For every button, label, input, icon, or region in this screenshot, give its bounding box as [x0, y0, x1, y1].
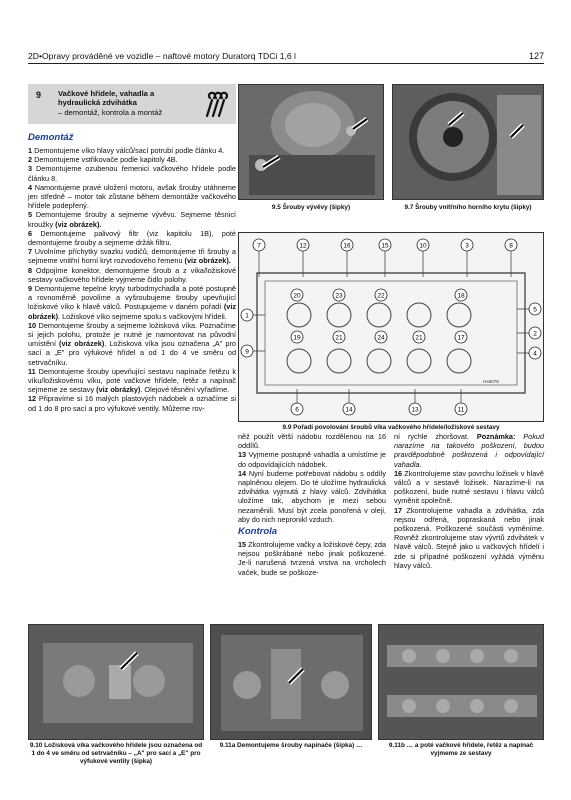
caption-9-10-text: Ložisková víka vačkového hřídele jsou označena od 1 do 4 ve směru od setrvačníku – „A" pro sací a „E" pro výfukové ventily (šipka) — [31, 742, 203, 765]
bolt-label-18: 18 — [457, 292, 465, 300]
paragraph — [238, 432, 386, 450]
paragraph — [28, 164, 236, 182]
bolt-label-14: 14 — [345, 406, 353, 414]
paragraph-text: Uvolníme příchytky svazku vodičů, demontujeme tři šrouby a sejmeme vnitřní horní kryt rozvodového řemenu — [28, 247, 236, 266]
bolt-label-16: 16 — [343, 242, 351, 250]
photo-9-11b-camshafts — [378, 624, 544, 740]
paragraph — [28, 394, 236, 412]
caption-9-7-number: 9.7 — [404, 204, 414, 211]
bolt-label-11: 11 — [457, 406, 465, 414]
bolt-label-3: 3 — [465, 242, 469, 250]
caption-9-5-number: 9.5 — [271, 204, 281, 211]
paragraph-text: (viz obrázky) — [96, 385, 141, 395]
bolt-label-12: 12 — [299, 242, 307, 250]
step-number: 8 — [28, 265, 33, 275]
paragraph-text: Demontujeme šrouby a sejmeme vývěvu. Sejmeme těsnicí kroužky — [28, 210, 236, 229]
paragraph-text: . Olejové těsnění vyřadíme. — [140, 385, 230, 395]
bolt-label-10: 10 — [419, 242, 427, 250]
bolt-label-9: 9 — [245, 348, 249, 356]
paragraph-text: Demontujeme šrouby upevňující sestavu napínače řetězu k víku/ložiskovému víku, poté vačkové hřídele, řetěz a napínač sejmeme ze sestavy — [28, 366, 236, 395]
caption-9-11a — [210, 742, 372, 750]
bolt-label-2: 2 — [533, 330, 537, 338]
caption-9-11a-number: 9.11a — [219, 742, 236, 749]
caption-9-10-number: 9.10 — [29, 742, 43, 749]
bolt-label-22: 22 — [377, 292, 385, 300]
bolt-label-21: 21 — [415, 334, 423, 342]
bolt-sequence-drawing — [239, 233, 543, 421]
bolt-label-4: 4 — [533, 350, 537, 358]
paragraph-text: Demontujeme palivový filtr (viz kapitolu 1B), poté demontujeme šrouby a sejmeme držák filtru. — [28, 228, 236, 248]
heading-kontrola: Kontrola — [238, 526, 278, 538]
diagram-code: H46078 — [483, 379, 499, 384]
step-number: 13 — [238, 450, 247, 460]
step-number: 17 — [394, 505, 403, 515]
bolt-label-1: 1 — [245, 312, 249, 320]
caption-9-11b — [378, 742, 544, 758]
caption-9-7-text: Šrouby vnitřního horního krytu (šipky) — [413, 204, 532, 211]
paragraph-text: Odpojíme konektor, demontujeme šroub a z víka/ložiskové sestavy vačkového hřídele vyjmeme čidlo polohy. — [28, 265, 236, 284]
step-number: 9 — [28, 284, 33, 294]
paragraph — [394, 506, 544, 570]
step-number: 11 — [28, 366, 36, 376]
paragraph-text: (viz obrázek) — [28, 302, 236, 321]
caption-9-11a-text: Demontujeme šrouby napínače (šipka) … — [235, 742, 363, 749]
step-number: 10 — [28, 320, 37, 330]
paragraph-text: něž použít větší nádobu rozdělenou na 16 oddílů. — [238, 432, 386, 451]
difficulty-wrench-icon — [204, 90, 228, 118]
paragraph-text: Pokud narazíme na takovéto poškození, budou pravděpodobně poškozená i odpovídající vahadla. — [394, 432, 545, 469]
step-number: 14 — [238, 468, 247, 478]
caption-9-7 — [392, 204, 544, 212]
caption-9-11b-number: 9.11b — [388, 742, 405, 749]
paragraph-text: Nyní budeme potřebovat nádobu s oddíly naplněnou olejem. Do té uložíme hydraulická zdvihátka vyjmutá z hlavy válců. Zdvihátka uložíme tak, abychom je mezi sebou nezaměnili. Musí být zcela ponořená v oleji, aby do nich nepronikl vzduch. — [238, 468, 386, 524]
caption-9-11b-text: … a poté vačkové hřídele, řetěz a napínač vyjmeme ze sestavy — [404, 742, 534, 757]
photo-9-7-upper-cover — [392, 84, 544, 200]
step-number: 5 — [28, 210, 33, 220]
section-heading-box — [28, 84, 236, 124]
paragraph-text: Demontujeme ozubenou řemenici vačkového hřídele podle článku 8. — [28, 164, 236, 183]
paragraph — [28, 321, 236, 367]
paragraph-text: Zkontrolujeme vačky a ložiskové čepy, zda nejsou poškrábané nebo jinak poškozené. Je-li narušená tvrzená vrstva na vrcholech vaček, bude se poškoze- — [238, 540, 386, 577]
bolt-label-24: 24 — [377, 334, 385, 342]
caption-9-9 — [238, 424, 544, 432]
bolt-label-17: 17 — [457, 334, 465, 342]
step-number: 3 — [28, 164, 33, 174]
paragraph-text: Připravíme si 16 malých plastových nádobek a označíme si od 1 do 8 pro sací a pro výfukové ventily. Můžeme rov- — [28, 394, 236, 413]
bolt-label-21: 21 — [335, 334, 343, 342]
bolt-label-15: 15 — [381, 242, 389, 250]
paragraph — [28, 247, 236, 265]
step-number: 12 — [28, 394, 37, 404]
bolt-label-8: 8 — [509, 242, 513, 250]
section-title-main: Vačkové hřídele, vahadla a hydraulická zdvihátka — [58, 89, 155, 108]
paragraph — [394, 469, 544, 506]
section-number: 9 — [36, 90, 42, 100]
section-title-sub: – demontáž, kontrola a montáž — [58, 107, 163, 117]
step-number: 16 — [394, 468, 403, 478]
paragraph-text: (viz obrázek). — [184, 256, 231, 266]
caption-9-9-text: Pořadí povolování šroubů víka vačkového hřídele/ložiskové sestavy — [291, 424, 500, 431]
step-number: 15 — [238, 540, 247, 550]
photo-9-5-vacuum-pump — [238, 84, 384, 200]
bolt-label-13: 13 — [411, 406, 419, 414]
paragraph-text: Namontujeme pravé uložení motoru, avšak šrouby utáhneme jen středně – motor tak zůstane během demontáže vačkového hřídele podepřený. — [28, 182, 236, 211]
bolt-label-20: 20 — [293, 292, 301, 300]
page-number: 127 — [528, 51, 544, 61]
caption-9-10 — [28, 742, 204, 766]
paragraph-text: Demontujeme šrouby a sejmeme ložisková víka. Poznačíme si jejich polohu, protože je nutné je namontovat na původní umístění — [28, 320, 236, 349]
bolt-label-19: 19 — [293, 334, 301, 342]
bolt-label-6: 6 — [295, 406, 299, 414]
paragraph-text: Demontujeme tepelné kryty turbodmychadla a poté postupně a rovnoměrně povolíme a vyšroubujeme šrouby upevňující ložiskové víko k hlavě válců. Postupujeme v daném pořadí — [28, 284, 236, 312]
paragraph-text: . Ložiskové víko sejmeme spolu s vačkovými hřídeli. — [58, 311, 227, 321]
paragraph-text: ní rychle zhoršovat. — [394, 432, 477, 441]
paragraph — [238, 450, 386, 468]
paragraph-text: Demontujeme vstřikovače podle kapitoly 4B. — [32, 155, 178, 165]
paragraph — [28, 266, 236, 284]
paragraph-text: Zkontrolujeme vahadla a zdvihátka, zda nejsou odřená, popraskaná nebo jinak poškozená. Poškozené součásti vyměníme. Rovněž zkontrolujeme stav vývrtů zdvihátek v hlavě válců. Stejně jako u vačkových hřídelí i zde si případné poškození vyžádá výměnu hlavy válců. — [394, 505, 544, 570]
caption-9-5 — [238, 204, 384, 212]
step-number: 2 — [28, 155, 33, 165]
step-number: 6 — [28, 228, 33, 238]
heading-demontaz: Demontáž — [28, 132, 74, 143]
page-header — [28, 48, 544, 64]
section-title — [58, 89, 198, 117]
diagram-9-9-bolt-sequence — [238, 232, 544, 422]
middle-text-column — [238, 432, 386, 577]
left-text-column — [28, 130, 236, 413]
step-number: Poznámka: — [476, 432, 516, 441]
bolt-label-7: 7 — [257, 242, 261, 250]
paragraph — [28, 146, 236, 155]
paragraph — [238, 540, 386, 577]
photo-9-10-bearing-caps — [28, 624, 204, 740]
step-number: 1 — [28, 146, 33, 155]
paragraph-text: Zkontrolujeme stav povrchu ložisek v hlavě válců a v sestavě ložisek. Narazíme-li na poškození, bude nutné sestavu i hlavu válců vyměnit společně. — [394, 468, 544, 506]
paragraph — [28, 367, 236, 395]
paragraph — [28, 210, 236, 228]
paragraph — [28, 229, 236, 247]
paragraph — [394, 432, 544, 469]
paragraph-text: (viz obrázek) — [59, 339, 105, 349]
paragraph — [238, 469, 386, 524]
caption-9-9-number: 9.9 — [282, 424, 292, 431]
paragraph-text: Vyjmeme postupně vahadla a umístíme je do odpovídajících nádobek. — [238, 450, 386, 469]
paragraph — [28, 183, 236, 211]
paragraph — [28, 284, 236, 321]
step-number: 7 — [28, 247, 33, 257]
header-title: 2D•Opravy prováděné ve vozidle – naftové motory Duratorq TDCi 1,6 l — [28, 51, 296, 61]
paragraph-text: (viz obrázek). — [55, 219, 102, 229]
right-text-column — [394, 432, 544, 570]
caption-9-5-text: Šrouby vývěvy (šipky) — [280, 204, 351, 211]
step-number: 4 — [28, 182, 33, 192]
paragraph — [28, 155, 236, 164]
photo-9-11a-tensioner — [210, 624, 372, 740]
paragraph-text: Demontujeme víko hlavy válců/sací potrubí podle článku 4. — [32, 146, 225, 155]
paragraph-text: . Ložisková víka jsou označena „A" pro sací a „E" pro výfukové hřídel a od 1 do 4 ve směru od setrvačníku. — [28, 339, 236, 367]
bolt-label-5: 5 — [533, 306, 537, 314]
bolt-label-23: 23 — [335, 292, 343, 300]
